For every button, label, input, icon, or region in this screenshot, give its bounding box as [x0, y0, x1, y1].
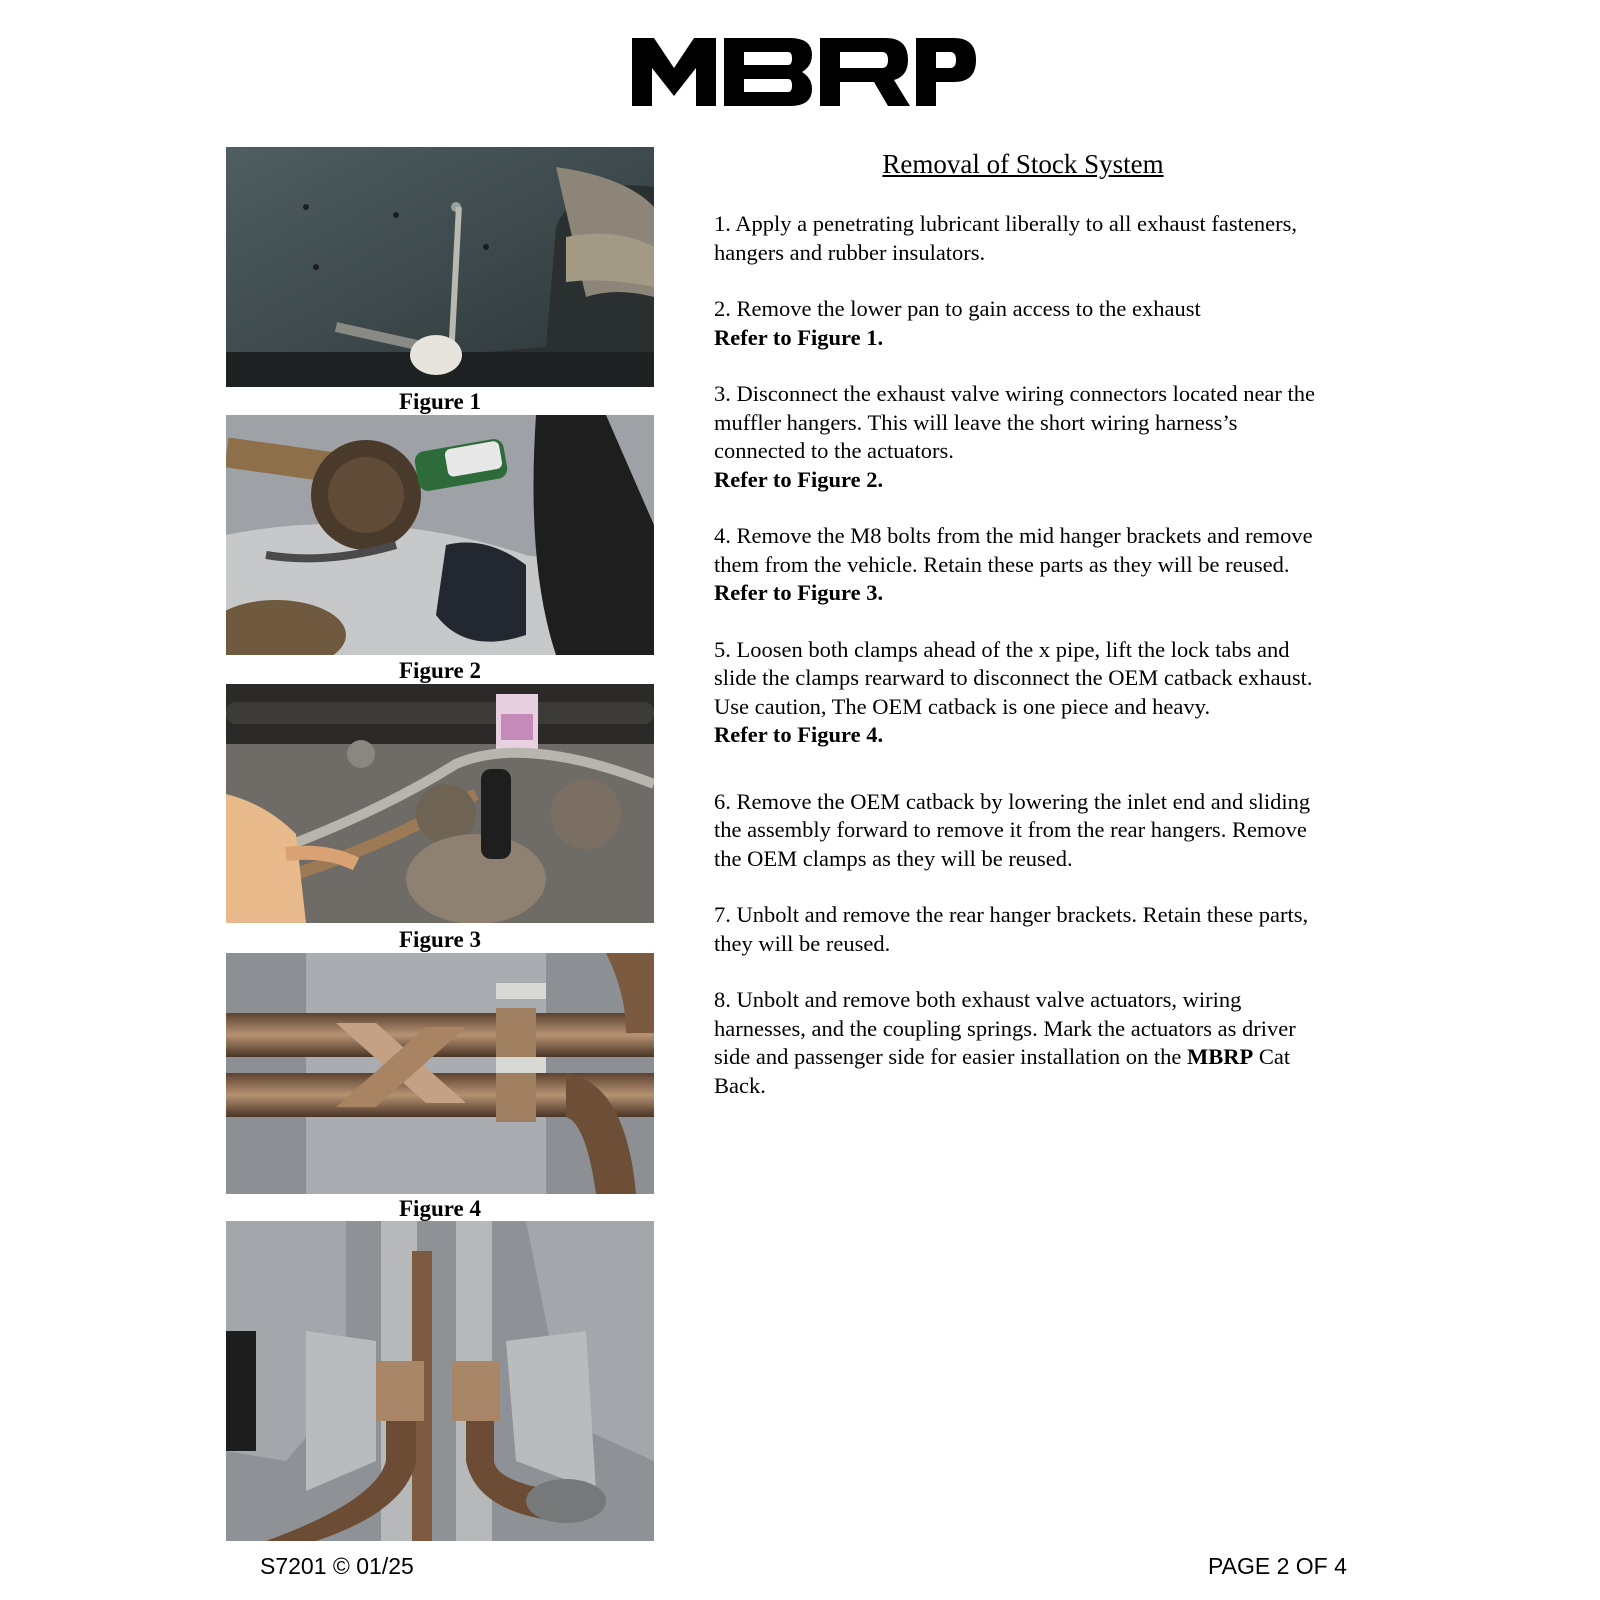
figure-2-photo: [226, 415, 654, 655]
step-text: 2. Remove the lower pan to gain access to the exhaust: [714, 296, 1201, 321]
step-text: 7. Unbolt and remove the rear hanger brackets. Retain these parts, they will be reused.: [714, 902, 1309, 956]
figure-3-caption: Figure 3: [399, 927, 481, 952]
step-figure-reference: Refer to Figure 4.: [714, 722, 884, 747]
step-3: [714, 380, 1334, 494]
step-figure-reference: Refer to Figure 2.: [714, 466, 884, 492]
step-text: 1. Apply a penetrating lubricant liberally to all exhaust fasteners, hangers and rubber insulators.: [714, 211, 1297, 265]
mbrp-logo: [632, 38, 976, 106]
step-text: 6. Remove the OEM catback by lowering the inlet end and sliding the assembly forward to remove it from the rear hangers. Remove the OEM clamps as they will be reused.: [714, 788, 1311, 871]
step-5: [714, 636, 1334, 750]
step-2: [714, 295, 1334, 352]
step-8: [714, 986, 1334, 1100]
figure-3-photo: [226, 684, 654, 923]
figure-2-caption: Figure 2: [399, 658, 481, 683]
step-7: [714, 901, 1334, 958]
section-title: Removal of Stock System: [882, 149, 1164, 179]
step-4: [714, 522, 1334, 608]
step-figure-reference: Refer to Figure 1.: [714, 324, 884, 350]
figure-4-caption: Figure 4: [399, 1196, 481, 1221]
step-6: [714, 788, 1334, 874]
page-number: PAGE 2 OF 4: [1208, 1553, 1347, 1579]
figure-1-photo: [226, 147, 654, 387]
step-text: 4. Remove the M8 bolts from the mid hanger brackets and remove them from the vehicle. Retain these parts as they will be reused.: [714, 523, 1313, 577]
step-figure-reference: Refer to Figure 3.: [714, 580, 884, 605]
step-text: 5. Loosen both clamps ahead of the x pipe, lift the lock tabs and slide the clamps rearward to disconnect the OEM catback exhaust. Use caution, The OEM catback is one piece and heavy.: [714, 636, 1313, 719]
step-text: 8. Unbolt and remove both exhaust valve actuators, wiring harnesses, and the coupling springs. Mark the actuators as driver side and passenger side for easier installation on the: [714, 987, 1296, 1069]
step-text: 3. Disconnect the exhaust valve wiring connectors located near the muffler hangers. This will leave the short wiring harness’s connected to the actuators.: [714, 381, 1316, 463]
brand-name-inline: MBRP: [1186, 1044, 1254, 1069]
figure-4-photo: [226, 953, 654, 1194]
step-text: Cat Back.: [714, 1044, 1291, 1098]
instruction-steps: [714, 210, 1334, 1128]
figure-1-caption: Figure 1: [399, 389, 481, 414]
document-code: S7201 © 01/25: [260, 1553, 414, 1579]
step-1: [714, 210, 1334, 267]
catback-photo: [226, 1221, 654, 1541]
